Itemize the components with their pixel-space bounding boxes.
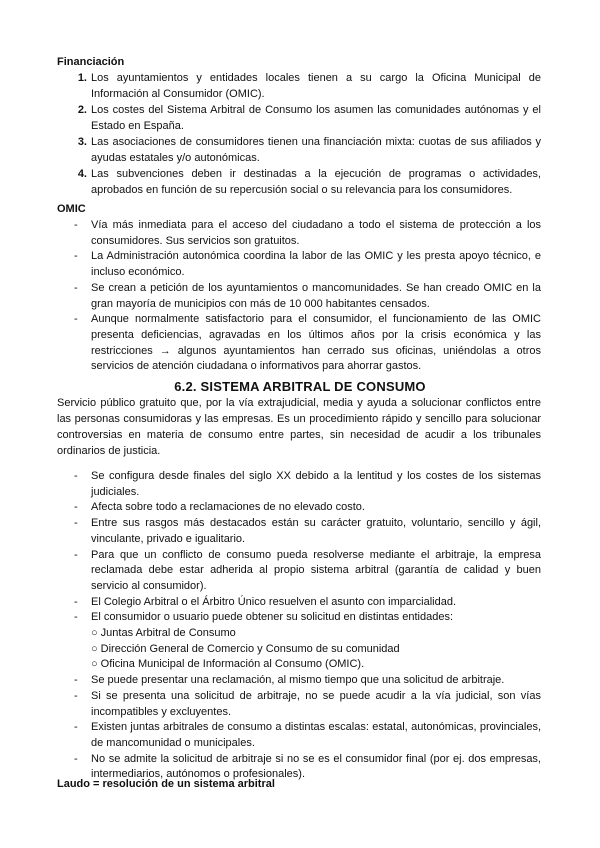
dash-bullet: - [74, 470, 78, 482]
laudo-heading: Laudo = resolución de un sistema arbitral [57, 778, 275, 790]
circle-bullet: ○ [91, 627, 98, 640]
list-item [57, 548, 541, 595]
dash-bullet: - [74, 752, 78, 765]
circle-bullet: ○ [91, 658, 98, 671]
item-text: Los ayuntamientos y entidades locales tienen a su cargo la Oficina Municipal de Información al Consumidor (OMIC). [91, 72, 541, 100]
item-number: 2. [77, 104, 87, 116]
list-item [57, 673, 541, 689]
list-item [57, 689, 541, 720]
item-text: Se puede presentar una reclamación, al mismo tiempo que una solicitud de arbitraje. [91, 674, 505, 687]
item-number: 1. [77, 72, 87, 84]
dash-bullet: - [74, 595, 78, 608]
item-text: Vía más inmediata para el acceso del ciudadano a todo el sistema de protección a los consumidores. Sus servicios son gratuitos. [91, 219, 541, 247]
dash-bullet: - [74, 674, 78, 687]
item-text: Para que un conflicto de consumo pueda resolverse mediante el arbitraje, la empresa reclamada debe estar adherida al propio sistema arbitral (garantía de calidad y buen servicio al consumidor). [91, 548, 541, 592]
dash-bullet: - [74, 313, 78, 326]
list-item [57, 516, 541, 547]
section-intro: Servicio público gratuito que, por la vía extrajudicial, media y ayuda a solucionar conflictos entre las personas consumidoras y las empresas. Es un procedimiento rápido y sencillo para solucionar controversias en materia de consumo entre partes, sin necesidad de acudir a los tribunales ordinarios de justicia. [57, 397, 541, 457]
dash-bullet: - [74, 250, 78, 263]
item-text: Las subvenciones deben ir destinadas a la ejecución de programas o actividades, aprobados en función de su repercusión social o su relevancia para los consumidores. [91, 168, 541, 196]
dash-bullet: - [74, 517, 78, 530]
omic-heading: OMIC [57, 203, 86, 215]
sub-item [91, 642, 541, 658]
list-item [57, 595, 541, 611]
omic-list [57, 218, 541, 375]
sub-item-text: Juntas Arbitral de Consumo [100, 627, 236, 640]
item-text: El consumidor o usuario puede obtener su solicitud en distintas entidades: [91, 611, 454, 624]
dash-bullet: - [74, 501, 78, 514]
dash-bullet: - [74, 721, 78, 734]
list-item [57, 500, 541, 516]
item-text: No se admite la solicitud de arbitraje si no se es el consumidor final (por ej. dos empresas, intermediarios, autónomos o profesionales). [91, 752, 541, 781]
list-item [57, 720, 541, 751]
list-item [57, 312, 541, 375]
sub-item-text: Oficina Municipal de Información al Consumo (OMIC). [100, 658, 365, 671]
item-text: Se crean a petición de los ayuntamientos o mancomunidades. Se han creado OMIC en la gran mayoría de municipios con más de 10 000 habitantes censados. [91, 281, 541, 310]
section-title: 6.2. SISTEMA ARBITRAL DE CONSUMO [174, 379, 426, 394]
item-text: Existen juntas arbitrales de consumo a distintas escalas: estatal, autonómicas, provinciales, de mancomunidad o municipales. [91, 721, 541, 749]
circle-bullet: ○ [91, 642, 98, 655]
list-item [57, 70, 541, 102]
list-item [57, 218, 541, 249]
sub-item-text: Dirección General de Comercio y Consumo de su comunidad [100, 642, 400, 655]
item-text: Si se presenta una solicitud de arbitraje, no se puede acudir a la vía judicial, son vías incompatibles y excluyentes. [91, 689, 541, 718]
sub-item [91, 657, 541, 673]
dash-bullet: - [74, 689, 78, 702]
item-text: La Administración autonómica coordina la labor de las OMIC y les presta apoyo técnico, e incluso económico. [91, 250, 541, 279]
list-item [57, 249, 541, 280]
item-text: Afecta sobre todo a reclamaciones de no elevado costo. [91, 501, 365, 514]
item-text: Los costes del Sistema Arbitral de Consumo los asumen las comunidades autónomas y el Estado en España. [91, 104, 541, 132]
item-text: Entre sus rasgos más destacados están su carácter gratuito, voluntario, sencillo y ágil, vinculante, privado e igualitario. [91, 517, 541, 545]
arbitral-list [57, 469, 541, 783]
list-item [57, 102, 541, 134]
list-item [57, 469, 541, 500]
item-text: Se configura desde finales del siglo XX debido a la lentitud y los costes de los sistemas judiciales. [91, 470, 541, 498]
list-item [57, 610, 541, 673]
list-item [57, 166, 541, 198]
item-text: Las asociaciones de consumidores tienen una financiación mixta: cuotas de sus afiliados y ayudas estatales y/o autonómicas. [91, 136, 541, 164]
item-text: Aunque normalmente satisfactorio para el consumidor, el funcionamiento de las OMIC presenta deficiencias, agravadas en los últimos años por la crisis económica y las restricciones → algunos ayuntamientos han cerrado sus oficinas, uniéndolas a otros servicios de atención ciudadana o informativos para ahorrar gastos. [91, 313, 541, 373]
item-number: 4. [77, 168, 87, 180]
dash-bullet: - [74, 219, 78, 231]
financiacion-heading: Financiación [57, 56, 125, 68]
sub-item [91, 626, 541, 642]
dash-bullet: - [74, 281, 78, 294]
dash-bullet: - [74, 611, 78, 624]
list-item [57, 281, 541, 312]
financiacion-list [57, 70, 541, 198]
list-item [57, 134, 541, 166]
dash-bullet: - [74, 548, 78, 561]
item-number: 3. [77, 136, 87, 148]
item-text: El Colegio Arbitral o el Árbitro Único resuelven el asunto con imparcialidad. [91, 595, 457, 608]
